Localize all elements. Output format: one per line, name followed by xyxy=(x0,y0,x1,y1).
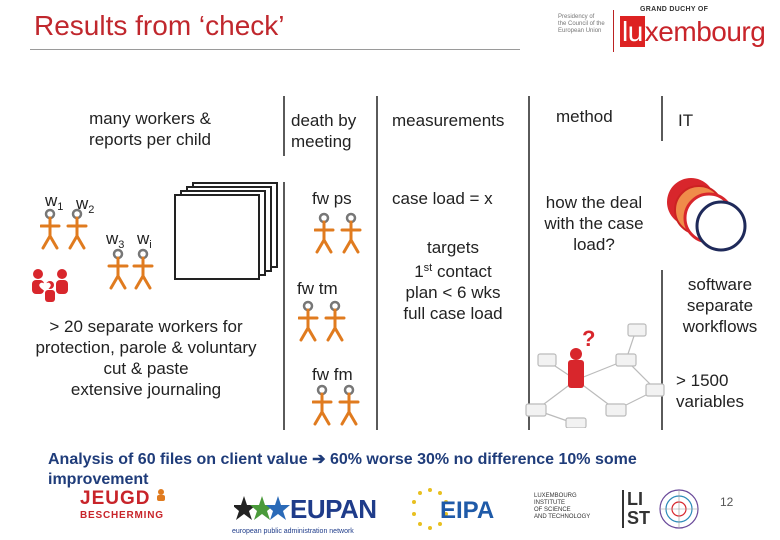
jeugd-logo-top: JEUGD xyxy=(80,488,151,509)
software-text xyxy=(664,274,776,337)
person-icon xyxy=(326,302,344,340)
worker-label-w2: $w_2$ xyxy=(76,194,95,216)
slide-title: Results from ‘check’ xyxy=(34,10,285,41)
workers-note xyxy=(8,316,284,400)
targets-line: 1st contact xyxy=(414,262,492,281)
jeugd-figure-icon xyxy=(154,488,168,502)
list-logo-mark xyxy=(622,490,652,528)
worker-label-w1: $w_1$ xyxy=(45,191,64,213)
workers-heading xyxy=(70,108,230,150)
analysis-summary: Analysis of 60 files on client value ➔ 60% worse 30% no difference 10% some improvement xyxy=(48,451,637,488)
workers-heading-line: many workers & xyxy=(89,109,211,128)
jeugd-logo-bottom: BESCHERMING xyxy=(80,510,164,521)
fw-ps-label: fw ps xyxy=(312,189,352,208)
jeugd-bescherming-logo xyxy=(80,488,194,534)
worker-label-wi: $w_i$ xyxy=(137,229,152,251)
presidency-line: Presidency of xyxy=(558,14,595,20)
meeting-heading-line: meeting xyxy=(291,132,352,151)
variables-text xyxy=(676,370,744,412)
person-icon xyxy=(340,386,358,424)
measurements-heading: measurements xyxy=(392,111,505,130)
person-icon xyxy=(41,210,59,248)
fw-tm-label: fw tm xyxy=(297,279,338,298)
meeting-heading xyxy=(291,110,356,152)
method-question-line: how the deal xyxy=(545,193,643,212)
person-icon xyxy=(68,210,86,248)
workers-note-line: extensive journaling xyxy=(70,380,222,399)
luxembourg-logo-lu: lu xyxy=(622,16,643,47)
software-line: separate xyxy=(686,296,754,315)
software-line: workflows xyxy=(682,317,758,336)
report-page xyxy=(174,194,260,280)
method-question-line: load? xyxy=(573,235,615,254)
svg-text:?: ? xyxy=(582,326,596,351)
list-mark-bottom: ST xyxy=(627,508,651,528)
software-line: software xyxy=(687,275,753,294)
it-heading: IT xyxy=(678,111,694,130)
method-question xyxy=(530,192,658,255)
column-divider xyxy=(283,96,285,156)
workers-note-line: > 20 separate workers for xyxy=(49,317,243,336)
stick-figures-fw-ps xyxy=(314,212,364,256)
presidency-line: European Union xyxy=(558,28,602,34)
luxembourg-logo xyxy=(620,16,765,48)
grand-duchy-label: GRAND DUCHY OF xyxy=(640,6,709,13)
workers-heading-line: reports per child xyxy=(89,130,211,149)
worker-label-w3: $w_3$ xyxy=(106,229,125,251)
person-icon xyxy=(134,250,152,288)
eupan-stars-icon xyxy=(234,492,290,526)
stick-figures-fw-tm xyxy=(298,300,348,344)
luxembourg-logo-rest: xembourg xyxy=(644,16,766,47)
method-heading: method xyxy=(556,107,613,126)
workflow-network-image xyxy=(516,320,666,428)
list-logo-text xyxy=(534,493,590,521)
presidency-line: the Council of the xyxy=(558,21,605,27)
presidency-logo xyxy=(552,10,614,52)
person-icon xyxy=(342,214,360,252)
variables-line: variables xyxy=(676,392,745,411)
person-icon xyxy=(315,214,333,252)
column-divider xyxy=(376,96,378,430)
list-circle-logo-icon xyxy=(658,488,700,530)
fw-fm-label: fw fm xyxy=(312,365,353,384)
question-person-icon xyxy=(568,326,595,388)
caseload-text: case load = x xyxy=(392,189,493,208)
workers-note-line: cut & paste xyxy=(103,359,189,378)
list-logo-line: LUXEMBOURG xyxy=(534,493,577,499)
stacked-circles-icon xyxy=(665,176,755,256)
eupan-subtitle: european public administration network xyxy=(232,528,354,535)
targets-text xyxy=(380,237,526,324)
targets-line: plan < 6 wks xyxy=(405,283,501,302)
method-question-line: with the case xyxy=(544,214,644,233)
stick-figures-fw-fm xyxy=(312,384,362,428)
person-icon xyxy=(109,250,127,288)
workers-note-line: protection, parole & voluntary xyxy=(35,338,257,357)
variables-line: > 1500 xyxy=(676,371,729,390)
eipa-logo: EIPA xyxy=(440,497,495,524)
person-icon xyxy=(299,302,317,340)
title-divider xyxy=(30,49,520,50)
column-divider xyxy=(661,96,663,141)
targets-line: full case load xyxy=(403,304,503,323)
list-logo-line: INSTITUTE xyxy=(534,500,565,506)
meeting-heading-line: death by xyxy=(291,111,357,130)
list-logo-line: AND TECHNOLOGY xyxy=(534,514,591,520)
person-icon xyxy=(313,386,331,424)
family-icon xyxy=(28,268,74,304)
list-logo-line: OF SCIENCE xyxy=(534,507,571,513)
targets-line: targets xyxy=(427,238,479,257)
eupan-logo: EUPAN xyxy=(290,494,377,524)
list-mark-top: LI xyxy=(627,489,643,509)
page-number: 12 xyxy=(720,495,734,509)
